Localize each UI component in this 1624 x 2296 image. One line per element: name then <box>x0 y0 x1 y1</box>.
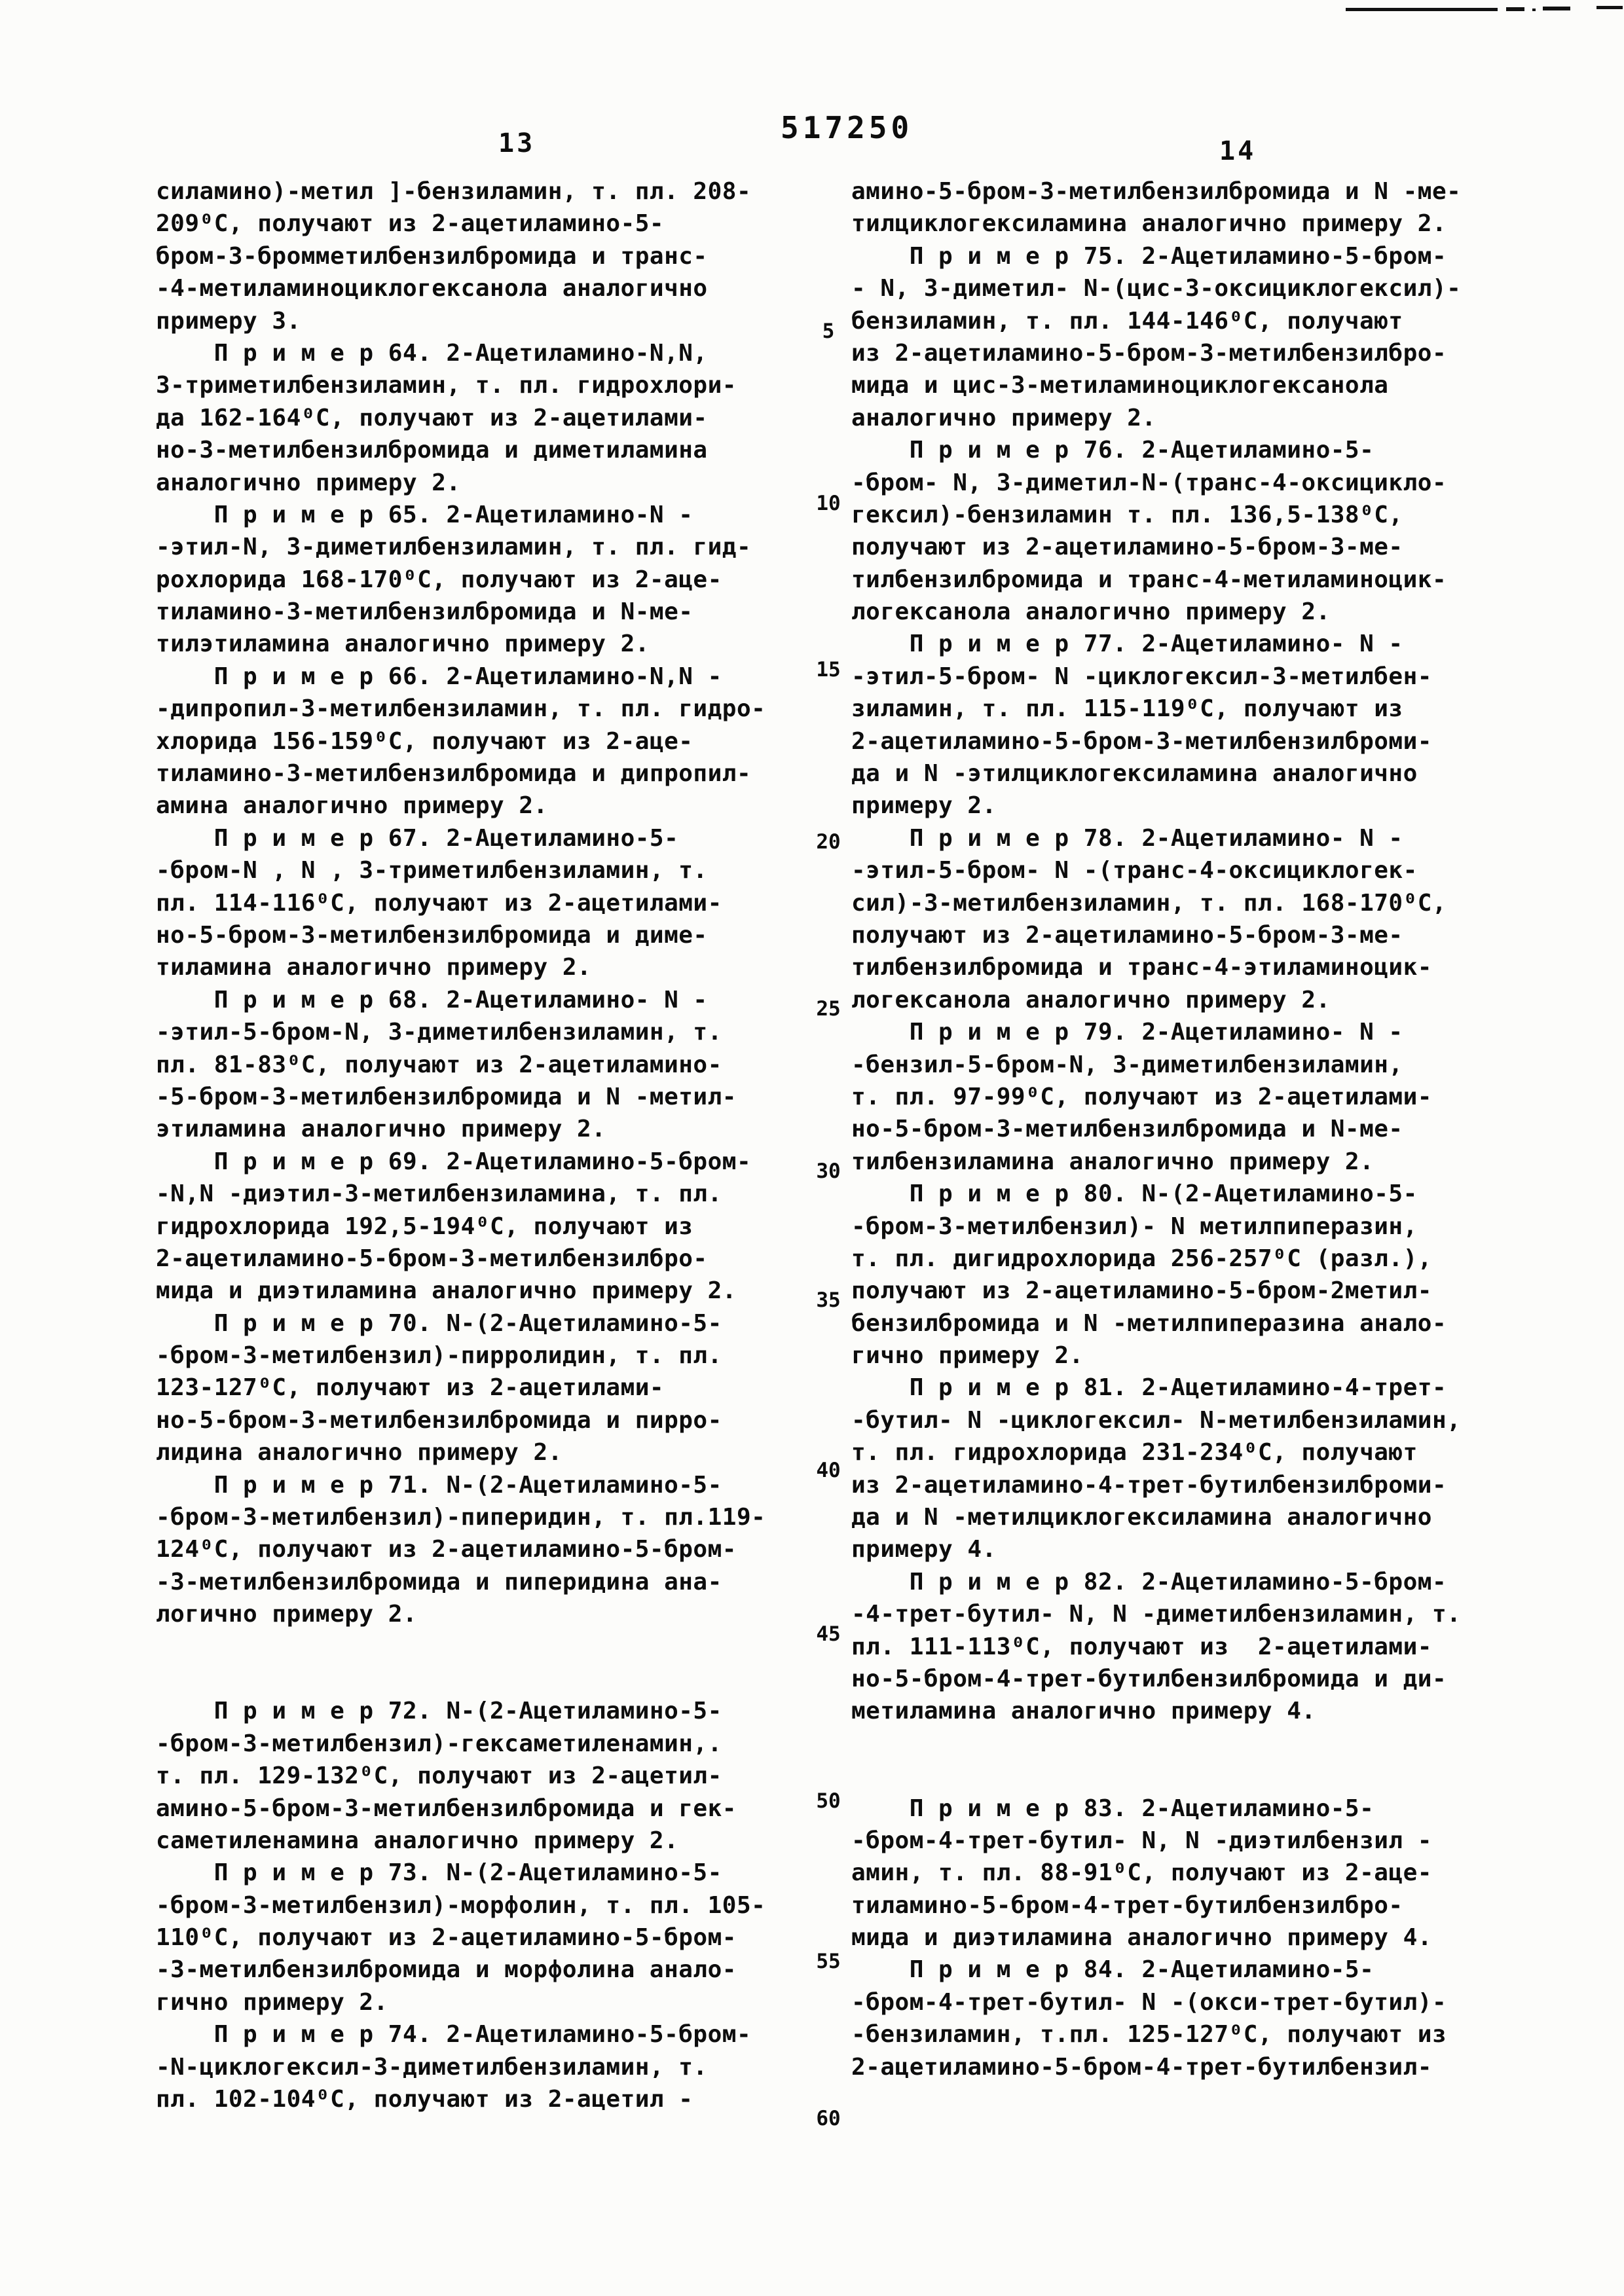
text-line: 124⁰С, получают из 2-ацетиламино-5-бром- <box>156 1536 737 1563</box>
text-line: саметиленамина аналогично примеру 2. <box>156 1827 679 1854</box>
text-line: П р и м е р 75. 2-Ацетиламино-5-бром- <box>851 242 1447 270</box>
text-line: П р и м е р 68. 2-Ацетиламино- N - <box>156 986 708 1013</box>
text-line: т. пл. гидрохлорида 231-234⁰С, получают <box>851 1439 1418 1467</box>
line-number-marker: 10 <box>816 492 841 515</box>
text-line: но-5-бром-3-метилбензилбромида и диме- <box>156 921 708 949</box>
line-number-marker: 50 <box>816 1789 841 1813</box>
scan-artifact-line <box>1532 9 1536 11</box>
text-line: -бром-3-метилбензил)-пиперидин, т. пл.119- <box>156 1504 766 1531</box>
text-line: тиламино-3-метилбензилбромида и дипропил- <box>156 760 752 788</box>
text-line: сил)-3-метилбензиламин, т. пл. 168-170⁰С, <box>851 889 1447 917</box>
text-line: 2-ацетиламино-5-бром-3-метилбензилброми- <box>851 727 1432 755</box>
text-line: -бензиламин, т.пл. 125-127⁰С, получают из <box>851 2021 1447 2049</box>
text-line: 2-ацетиламино-5-бром-3-метилбензилбро- <box>156 1245 708 1272</box>
scan-artifact-line <box>1506 7 1524 11</box>
text-line: тиламина аналогично примеру 2. <box>156 954 592 981</box>
text-line <box>851 1728 1480 1760</box>
text-line <box>156 1631 771 1663</box>
text-line: -бром-4-трет-бутил- N, N -диэтилбензил - <box>851 1827 1432 1854</box>
text-line: П р и м е р 81. 2-Ацетиламино-4-трет- <box>851 1374 1447 1402</box>
page-number-left: 13 <box>498 128 536 158</box>
text-line: этиламина аналогично примеру 2. <box>156 1116 606 1143</box>
text-line: т. пл. дигидрохлорида 256-257⁰С (разл.), <box>851 1245 1432 1272</box>
text-line: -N-циклогексил-3-диметилбензиламин, т. <box>156 2053 708 2081</box>
text-line: -этил-N, 3-диметилбензиламин, т. пл. гид- <box>156 534 752 561</box>
text-line: -4-трет-бутил- N, N -диметилбензиламин, т. <box>851 1601 1462 1628</box>
text-line: примеру 3. <box>156 307 301 335</box>
text-line: 209⁰С, получают из 2-ацетиламино-5- <box>156 210 665 238</box>
line-number-marker: 30 <box>816 1159 841 1183</box>
text-line: амин, т. пл. 88-91⁰С, получают из 2-аце- <box>851 1859 1432 1887</box>
text-line: получают из 2-ацетиламино-5-бром-3-ме- <box>851 534 1403 561</box>
text-line: но-5-бром-3-метилбензилбромида и N-ме- <box>851 1116 1403 1143</box>
text-line: П р и м е р 70. N-(2-Ацетиламино-5- <box>156 1309 722 1337</box>
text-line: амино-5-бром-3-метилбензилбромида и N -ме- <box>851 178 1462 205</box>
text-line: -5-бром-3-метилбензилбромида и N -метил- <box>156 1083 737 1110</box>
text-line: да и N -этилциклогексиламина аналогично <box>851 760 1418 788</box>
line-number-marker: 20 <box>816 830 841 854</box>
text-line: -4-метиламиноциклогексанола аналогично <box>156 275 708 302</box>
text-line: логексанола аналогично примеру 2. <box>851 598 1331 626</box>
text-line: тилбензиламина аналогично примеру 2. <box>851 1148 1375 1175</box>
line-number-marker: 25 <box>816 997 841 1021</box>
page-number-right: 14 <box>1219 136 1257 166</box>
line-number-marker: 45 <box>816 1622 841 1646</box>
text-line: гично примеру 2. <box>156 1988 388 2016</box>
text-line: 123-127⁰С, получают из 2-ацетилами- <box>156 1374 665 1402</box>
text-line: тилбензилбромида и транс-4-этиламиноцик- <box>851 954 1432 981</box>
text-line: П р и м е р 66. 2-Ацетиламино-N,N - <box>156 663 722 690</box>
text-line: но-5-бром-4-трет-бутилбензилбромида и ди- <box>851 1665 1447 1692</box>
text-line: П р и м е р 83. 2-Ацетиламино-5- <box>851 1795 1375 1822</box>
text-line: тилэтиламина аналогично примеру 2. <box>156 630 650 658</box>
text-line: 110⁰С, получают из 2-ацетиламино-5-бром- <box>156 1924 737 1952</box>
line-number-marker: 5 <box>822 319 835 343</box>
text-line: но-5-бром-3-метилбензилбромида и пирро- <box>156 1406 722 1434</box>
text-line: гексил)-бензиламин т. пл. 136,5-138⁰С, <box>851 501 1403 528</box>
patent-number: 517250 <box>781 110 913 145</box>
scan-artifact-line <box>1596 6 1623 9</box>
text-line: П р и м е р 65. 2-Ацетиламино-N - <box>156 501 693 528</box>
text-line: мида и диэтиламина аналогично примеру 4. <box>851 1924 1432 1952</box>
text-line: П р и м е р 82. 2-Ацетиламино-5-бром- <box>851 1568 1447 1595</box>
text-line: аналогично примеру 2. <box>851 404 1156 431</box>
text-line: зиламин, т. пл. 115-119⁰С, получают из <box>851 695 1403 723</box>
text-line: пл. 81-83⁰С, получают из 2-ацетиламино- <box>156 1051 722 1078</box>
text-line: мида и диэтиламина аналогично примеру 2. <box>156 1277 737 1305</box>
line-number-marker: 55 <box>816 1950 841 1973</box>
text-line <box>156 1663 771 1695</box>
text-line: примеру 2. <box>851 792 997 820</box>
text-line: -бром-3-метилбензил)-гексаметиленамин,. <box>156 1730 722 1757</box>
text-line: П р и м е р 76. 2-Ацетиламино-5- <box>851 437 1375 464</box>
text-line: аналогично примеру 2. <box>156 469 461 496</box>
text-line: амино-5-бром-3-метилбензилбромида и гек- <box>156 1795 737 1822</box>
text-line: да и N -метилциклогексиламина аналогично <box>851 1504 1432 1531</box>
text-line: -N,N -диэтил-3-метилбензиламина, т. пл. <box>156 1180 722 1208</box>
text-line: П р и м е р 80. N-(2-Ацетиламино-5- <box>851 1180 1418 1208</box>
text-line: тиламино-3-метилбензилбромида и N-ме- <box>156 598 693 626</box>
left-text-column <box>156 175 771 2115</box>
text-line: -этил-5-бром- N -(транс-4-оксициклогек- <box>851 857 1418 884</box>
text-line: гично примеру 2. <box>851 1342 1084 1370</box>
text-line: П р и м е р 72. N-(2-Ацетиламино-5- <box>156 1698 722 1725</box>
text-line: пл. 114-116⁰С, получают из 2-ацетилами- <box>156 889 722 917</box>
text-line: получают из 2-ацетиламино-5-бром-3-ме- <box>851 921 1403 949</box>
text-line: -3-метилбензилбромида и пиперидина ана- <box>156 1568 722 1595</box>
right-text-column <box>851 175 1480 2083</box>
text-line: гидрохлорида 192,5-194⁰С, получают из <box>156 1212 693 1240</box>
text-line: из 2-ацетиламино-5-бром-3-метилбензилбро- <box>851 339 1447 367</box>
text-line: -бром- N, 3-диметил-N-(транс-4-оксицикло- <box>851 469 1447 496</box>
text-line: мида и цис-3-метиламиноциклогексанола <box>851 372 1389 399</box>
scan-artifact-line <box>1543 7 1570 10</box>
text-line: - N, 3-диметил- N-(цис-3-оксициклогексил)- <box>851 275 1462 302</box>
line-number-marker: 35 <box>816 1288 841 1312</box>
text-line: получают из 2-ацетиламино-5-бром-2метил- <box>851 1277 1432 1305</box>
text-line: т. пл. 97-99⁰С, получают из 2-ацетилами- <box>851 1083 1432 1110</box>
text-line: тилциклогексиламина аналогично примеру 2. <box>851 210 1447 238</box>
text-line: логично примеру 2. <box>156 1601 418 1628</box>
text-line: -этил-5-бром-N, 3-диметилбензиламин, т. <box>156 1019 722 1046</box>
text-line: П р и м е р 79. 2-Ацетиламино- N - <box>851 1019 1403 1046</box>
text-line: но-3-метилбензилбромида и диметиламина <box>156 437 708 464</box>
text-line: -3-метилбензилбромида и морфолина анало- <box>156 1956 737 1984</box>
text-line: П р и м е р 77. 2-Ацетиламино- N - <box>851 630 1403 658</box>
line-number-marker: 40 <box>816 1459 841 1482</box>
text-line: бензиламин, т. пл. 144-146⁰С, получают <box>851 307 1403 335</box>
scan-artifact-line <box>1346 8 1498 11</box>
text-line: П р и м е р 69. 2-Ацетиламино-5-бром- <box>156 1148 752 1175</box>
text-line: -бром-3-метилбензил)-пирролидин, т. пл. <box>156 1342 722 1370</box>
text-line: П р и м е р 64. 2-Ацетиламино-N,N, <box>156 339 708 367</box>
line-number-marker: 60 <box>816 2107 841 2130</box>
text-line: П р и м е р 84. 2-Ацетиламино-5- <box>851 1956 1375 1984</box>
text-line: 3-триметилбензиламин, т. пл. гидрохлори- <box>156 372 737 399</box>
text-line: -бром-4-трет-бутил- N -(окси-трет-бутил)- <box>851 1988 1447 2016</box>
text-line: рохлорида 168-170⁰С, получают из 2-аце- <box>156 566 722 593</box>
text-line: т. пл. 129-132⁰С, получают из 2-ацетил- <box>156 1762 722 1790</box>
text-line: силамино)-метил ]-бензиламин, т. пл. 208- <box>156 178 752 205</box>
text-line: 2-ацетиламино-5-бром-4-трет-бутилбензил- <box>851 2053 1432 2081</box>
text-line: из 2-ацетиламино-4-трет-бутилбензилброми- <box>851 1471 1447 1499</box>
text-line: -бром-3-метилбензил)-морфолин, т. пл. 105- <box>156 1891 766 1919</box>
text-line: П р и м е р 78. 2-Ацетиламино- N - <box>851 824 1403 852</box>
text-line: тиламино-5-бром-4-трет-бутилбензилбро- <box>851 1891 1403 1919</box>
text-line: примеру 4. <box>851 1536 997 1563</box>
text-line: -бутил- N -циклогексил- N-метилбензиламин, <box>851 1406 1462 1434</box>
text-line: логексанола аналогично примеру 2. <box>851 986 1331 1013</box>
text-line: -бром-N , N , 3-триметилбензиламин, т. <box>156 857 708 884</box>
text-line: пл. 111-113⁰С, получают из 2-ацетилами- <box>851 1633 1432 1660</box>
text-line: -бензил-5-бром-N, 3-диметилбензиламин, <box>851 1051 1403 1078</box>
text-line: метиламина аналогично примеру 4. <box>851 1698 1316 1725</box>
text-line: П р и м е р 73. N-(2-Ацетиламино-5- <box>156 1859 722 1887</box>
text-line: П р и м е р 67. 2-Ацетиламино-5- <box>156 824 679 852</box>
text-line: П р и м е р 74. 2-Ацетиламино-5-бром- <box>156 2021 752 2049</box>
text-line <box>851 1760 1480 1792</box>
text-line: лидина аналогично примеру 2. <box>156 1439 563 1467</box>
text-line: тилбензилбромида и транс-4-метиламиноцик- <box>851 566 1447 593</box>
text-line: хлорида 156-159⁰С, получают из 2-аце- <box>156 727 693 755</box>
line-number-marker: 15 <box>816 658 841 682</box>
text-line: бензилбромида и N -метилпиперазина анало- <box>851 1309 1447 1337</box>
text-line: бром-3-бромметилбензилбромида и транс- <box>156 242 708 270</box>
text-line: П р и м е р 71. N-(2-Ацетиламино-5- <box>156 1471 722 1499</box>
text-line: -этил-5-бром- N -циклогексил-3-метилбен- <box>851 663 1432 690</box>
text-line: -дипропил-3-метилбензиламин, т. пл. гидро- <box>156 695 766 723</box>
text-line: пл. 102-104⁰С, получают из 2-ацетил - <box>156 2086 693 2113</box>
text-line: -бром-3-метилбензил)- N метилпиперазин, <box>851 1212 1418 1240</box>
text-line: да 162-164⁰С, получают из 2-ацетилами- <box>156 404 708 431</box>
text-line: амина аналогично примеру 2. <box>156 792 548 820</box>
